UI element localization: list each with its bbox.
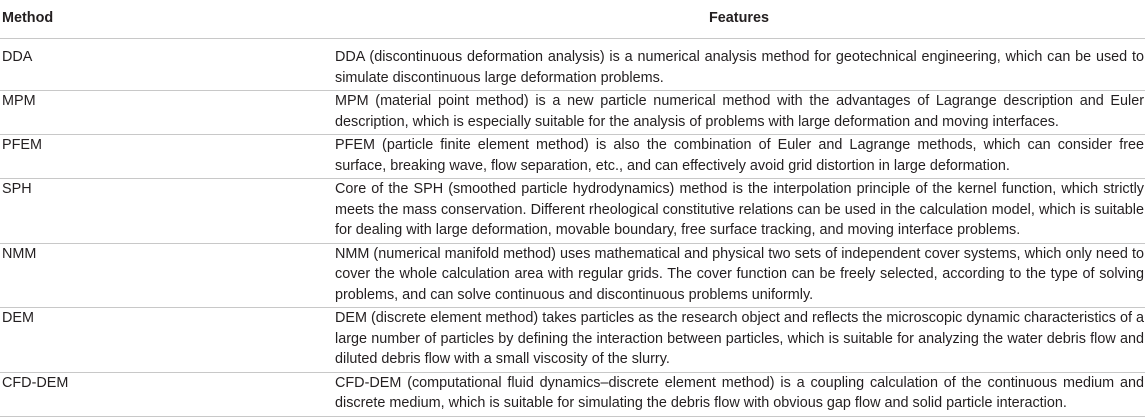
column-header-method: Method (0, 0, 333, 39)
table-header (0, 0, 1145, 39)
table-row (0, 39, 1145, 91)
table-row (0, 243, 1145, 308)
features-cell: PFEM (particle finite element method) is also the combination of Euler and Lagrange methods, which can consider free surface, breaking wave, flow separation, etc., and can effectively avoid grid distortion in large deformation. (333, 135, 1145, 179)
table-row (0, 308, 1145, 373)
method-cell: CFD-DEM (0, 372, 333, 416)
features-cell: CFD-DEM (computational fluid dynamics–discrete element method) is a coupling calculation of the continuous medium and discrete medium, which is suitable for simulating the debris flow with obvious gap flow and solid particle interaction. (333, 372, 1145, 416)
features-cell: NMM (numerical manifold method) uses mathematical and physical two sets of independent cover systems, which only need to cover the whole calculation area with regular grids. The cover function can be freely selected, according to the type of solving problems, and can solve continuous and discontinuous problems uniformly. (333, 243, 1145, 308)
header-row (0, 0, 1145, 39)
method-cell: NMM (0, 243, 333, 308)
method-cell: DDA (0, 39, 333, 91)
table-row (0, 179, 1145, 244)
features-cell: DEM (discrete element method) takes particles as the research object and reflects the microscopic dynamic characteristics of a large number of particles by defining the interaction between particles, which is suitable for analyzing the water debris flow and diluted debris flow with a small viscosity of the slurry. (333, 308, 1145, 373)
method-cell: MPM (0, 91, 333, 135)
features-cell: Core of the SPH (smoothed particle hydrodynamics) method is the interpolation principle of the kernel function, which strictly meets the mass conservation. Different rheological constitutive relations can be used in the calculation model, which is suitable for dealing with large deformation, movable boundary, free surface tracking, and moving interface problems. (333, 179, 1145, 244)
features-cell: MPM (material point method) is a new particle numerical method with the advantages of Lagrange description and Euler description, which is especially suitable for the analysis of problems with large deformation and moving interfaces. (333, 91, 1145, 135)
method-cell: DEM (0, 308, 333, 373)
table-row (0, 135, 1145, 179)
table-row (0, 372, 1145, 416)
features-cell: DDA (discontinuous deformation analysis) is a numerical analysis method for geotechnical engineering, which can be used to simulate discontinuous large deformation problems. (333, 39, 1145, 91)
table-body (0, 39, 1145, 417)
table-row (0, 91, 1145, 135)
method-cell: SPH (0, 179, 333, 244)
column-header-features: Features (333, 0, 1145, 39)
method-cell: PFEM (0, 135, 333, 179)
